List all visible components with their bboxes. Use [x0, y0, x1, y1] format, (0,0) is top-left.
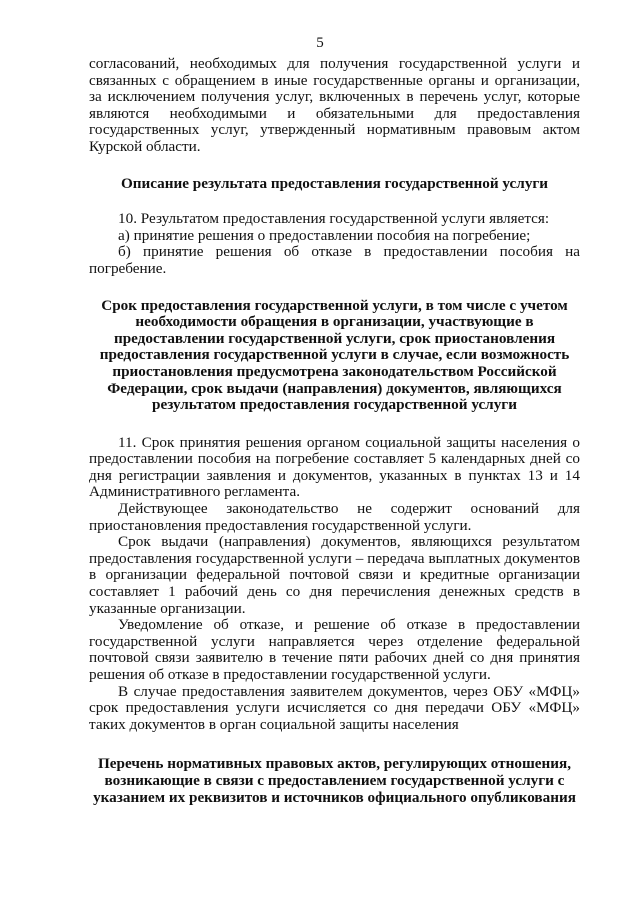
- heading-term: Срок предоставления государственной услуги, в том числе с учетом необходимости обращения в организации, участвующие в предоставлении государственной услуги, срок приостановления предоставления государственной услуги в случае, если возможность приостановления предусмотрена законодательством Российской Федерации, срок выдачи (направления) документов, являющихся результатом предоставления государственной услуги: [99, 296, 570, 414]
- item-11-paragraph-3: Срок выдачи (направления) документов, являющихся результатом предоставления государственной услуги – передача выплатных документов в организации федеральной почтовой связи и кредитные организации составляет 1 рабочий день со дня перечисления денежных средств в указанные организации.: [89, 533, 580, 617]
- item-11-paragraph-5: В случае предоставления заявителем документов, через ОБУ «МФЦ» срок предоставления услуги исчисляется со дня передачи ОБУ «МФЦ» таких документов в орган социальной защиты населения: [89, 682, 580, 733]
- item-10-option-b: б) принятие решения об отказе в предоставлении пособия на погребение.: [89, 243, 580, 277]
- heading-legal-acts: Перечень нормативных правовых актов, регулирующих отношения, возникающие в связи с предоставлением государственной услуги с указанием их реквизитов и источников официального опубликования: [93, 755, 576, 806]
- item-11-paragraph-1: 11. Срок принятия решения органом социальной защиты населения о предоставлении пособия на погребение составляет 5 календарных дней со дня регистрации заявления и документов, указанных в пунктах 13 и 14 Административного регламента.: [89, 433, 580, 501]
- page-number: 5: [316, 35, 324, 51]
- item-10-option-a: а) принятие решения о предоставлении пособия на погребение;: [118, 226, 531, 244]
- item-11-paragraph-2: Действующее законодательство не содержит оснований для приостановления предоставления государственной услуги.: [89, 500, 580, 534]
- intro-paragraph: согласований, необходимых для получения государственной услуги и связанных с обращением в иные государственные органы и организации, за исключением получения услуг, включенных в перечень услуг, которые являются необходимыми и обязательными для предоставления государственных услуг, утвержденный нормативным правовым актом Курской области.: [89, 55, 580, 155]
- item-11-paragraph-4: Уведомление об отказе, и решение об отказе в предоставлении государственной услуги направляется через отделение федеральной почтовой связи заявителю в течение пяти рабочих дней со дня принятия решения об отказе в предоставлении государственной услуги.: [89, 616, 580, 683]
- heading-result: Описание результата предоставления государственной услуги: [120, 174, 549, 192]
- item-10-lead: 10. Результатом предоставления государственной услуги является:: [118, 210, 550, 228]
- document-body: [89, 56, 580, 806]
